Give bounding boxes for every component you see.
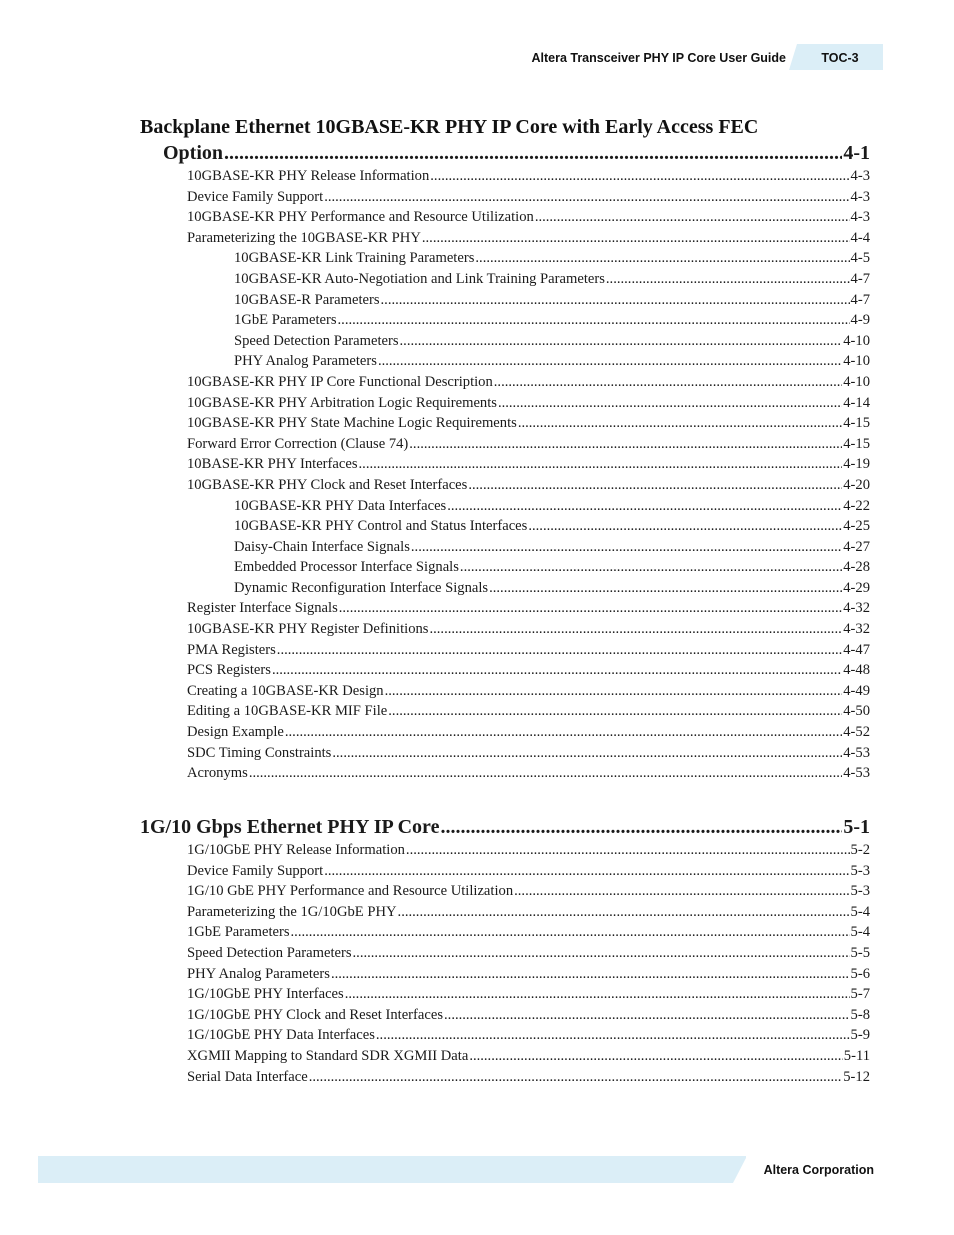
- toc-entry[interactable]: [140, 393, 870, 414]
- toc-entry[interactable]: [140, 413, 870, 434]
- toc-entry[interactable]: [140, 984, 870, 1005]
- toc-entry-label: 10GBASE-KR PHY IP Core Functional Description: [187, 373, 493, 390]
- toc-entry-label: Speed Detection Parameters: [187, 944, 352, 961]
- toc-entry-page-number: 5-3: [850, 883, 870, 900]
- toc-entry-page-number: 4-49: [843, 682, 870, 699]
- toc-entry[interactable]: [140, 598, 870, 619]
- dot-leader: [309, 1067, 843, 1088]
- toc-entry[interactable]: [140, 861, 870, 882]
- toc-entry-label: PHY Analog Parameters: [187, 965, 330, 982]
- dot-leader: [388, 701, 842, 722]
- dot-leader: [324, 187, 849, 208]
- toc-entry[interactable]: [140, 228, 870, 249]
- toc-entry-page-number: 5-3: [850, 862, 870, 879]
- toc-entry-label: 10GBASE-KR PHY Register Definitions: [187, 621, 429, 638]
- toc-entry-label: Serial Data Interface: [187, 1068, 308, 1085]
- toc-entry[interactable]: [140, 943, 870, 964]
- toc-entry[interactable]: [140, 372, 870, 393]
- dot-leader: [272, 660, 842, 681]
- toc-entry-label: 10GBASE-KR PHY Arbitration Logic Requirements: [187, 394, 497, 411]
- toc-entry-page-number: 5-8: [850, 1006, 870, 1023]
- dot-leader: [353, 943, 850, 964]
- chapter-title: 1G/10 Gbps Ethernet PHY IP Core: [140, 816, 440, 838]
- dot-leader: [406, 840, 850, 861]
- toc-entry[interactable]: [140, 269, 870, 290]
- toc-entry-page-number: 4-47: [843, 641, 870, 658]
- dot-leader: [535, 207, 850, 228]
- dot-leader: [224, 140, 842, 166]
- dot-leader: [378, 351, 842, 372]
- toc-entry-page-number: 5-6: [850, 965, 870, 982]
- toc-entry-list: [140, 166, 870, 784]
- toc-entry-page-number: 4-10: [843, 373, 870, 390]
- toc-entry[interactable]: [140, 722, 870, 743]
- chapter-title-line: Backplane Ethernet 10GBASE-KR PHY IP Core with Early Access FEC: [140, 116, 759, 138]
- toc-entry-label: Parameterizing the 10GBASE-KR PHY: [187, 229, 421, 246]
- toc-entry-label: Speed Detection Parameters: [234, 332, 399, 349]
- toc-entry-page-number: 5-11: [843, 1047, 870, 1064]
- toc-entry[interactable]: [140, 454, 870, 475]
- toc-entry-page-number: 4-29: [843, 579, 870, 596]
- toc-entry-label: 10GBASE-KR Auto-Negotiation and Link Training Parameters: [234, 270, 605, 287]
- toc-entry[interactable]: [140, 207, 870, 228]
- toc-entry[interactable]: [140, 619, 870, 640]
- toc-entry-label: Daisy-Chain Interface Signals: [234, 538, 410, 555]
- chapter-page-number: 5-1: [843, 816, 870, 838]
- toc-entry-page-number: 4-10: [843, 353, 870, 370]
- toc-entry-page-number: 4-3: [850, 188, 870, 205]
- toc-entry-page-number: 4-53: [843, 765, 870, 782]
- chapter-title-row[interactable]: [140, 140, 870, 166]
- toc-page-number: TOC-3: [797, 44, 883, 70]
- toc-entry[interactable]: [140, 434, 870, 455]
- toc-entry-page-number: 4-7: [850, 270, 870, 287]
- dot-leader: [528, 516, 842, 537]
- dot-leader: [400, 331, 843, 352]
- toc-entry-label: Creating a 10GBASE-KR Design: [187, 682, 384, 699]
- chapter-title-row[interactable]: [140, 814, 870, 840]
- dot-leader: [411, 537, 842, 558]
- toc-entry[interactable]: [140, 331, 870, 352]
- toc-entry[interactable]: [140, 640, 870, 661]
- toc-entry-label: SDC Timing Constraints: [187, 744, 332, 761]
- toc-entry-page-number: 4-22: [843, 497, 870, 514]
- toc-entry-label: Embedded Processor Interface Signals: [234, 559, 459, 576]
- toc-entry[interactable]: [140, 763, 870, 784]
- toc-entry-page-number: 4-10: [843, 332, 870, 349]
- toc-entry[interactable]: [140, 475, 870, 496]
- document-title: Altera Transceiver PHY IP Core User Guide: [531, 51, 786, 65]
- toc-entry-label: 10GBASE-KR PHY Clock and Reset Interfaces: [187, 476, 468, 493]
- toc-entry-label: Editing a 10GBASE-KR MIF File: [187, 703, 388, 720]
- toc-entry-page-number: 4-9: [850, 312, 870, 329]
- toc-entry[interactable]: [140, 660, 870, 681]
- toc-entry-page-number: 5-2: [850, 842, 870, 858]
- dot-leader: [518, 413, 842, 434]
- toc-entry-label: 10GBASE-KR PHY Release Information: [187, 168, 430, 184]
- toc-entry-page-number: 5-5: [850, 944, 870, 961]
- dot-leader: [338, 310, 850, 331]
- page-header: [0, 44, 954, 72]
- toc-entry[interactable]: [140, 310, 870, 331]
- toc-entry-page-number: 4-15: [843, 415, 870, 432]
- toc-entry-page-number: 4-32: [843, 600, 870, 617]
- toc-entry-label: Forward Error Correction (Clause 74): [187, 435, 409, 452]
- footer-band: [38, 1156, 746, 1183]
- dot-leader: [514, 881, 849, 902]
- toc-entry[interactable]: [140, 902, 870, 923]
- toc-entry-label: PMA Registers: [187, 641, 276, 658]
- toc-entry-label: 10GBASE-KR PHY Performance and Resource Utilization: [187, 209, 534, 226]
- dot-leader: [331, 964, 850, 985]
- toc-entry-page-number: 4-5: [850, 250, 870, 267]
- toc-entry-label: 10GBASE-KR PHY Data Interfaces: [234, 497, 447, 514]
- toc-entry[interactable]: [140, 701, 870, 722]
- toc-entry-page-number: 5-12: [843, 1068, 870, 1085]
- dot-leader: [249, 763, 842, 784]
- toc-entry-label: 10GBASE-KR Link Training Parameters: [234, 250, 475, 267]
- dot-leader: [606, 269, 850, 290]
- chapter-section: [140, 114, 870, 784]
- toc-entry-label: PCS Registers: [187, 662, 271, 679]
- dot-leader: [398, 902, 850, 923]
- chapter-title-end: Option: [163, 142, 224, 164]
- toc-entry[interactable]: [140, 881, 870, 902]
- dot-leader: [345, 984, 850, 1005]
- toc-entry-page-number: 4-7: [850, 291, 870, 308]
- dot-leader: [332, 743, 842, 764]
- toc-entry-label: Device Family Support: [187, 188, 324, 205]
- toc-entry-page-number: 4-53: [843, 744, 870, 761]
- toc-entry[interactable]: [140, 166, 870, 187]
- toc-entry[interactable]: [140, 496, 870, 517]
- toc-entry[interactable]: [140, 1005, 870, 1026]
- dot-leader: [494, 372, 842, 393]
- toc-entry-label: Acronyms: [187, 765, 248, 782]
- chapter-page-number: 4-1: [843, 142, 870, 164]
- toc-entry-label: Dynamic Reconfiguration Interface Signals: [234, 579, 489, 596]
- dot-leader: [409, 434, 842, 455]
- toc-entry-page-number: 4-28: [843, 559, 870, 576]
- toc-entry-page-number: 5-7: [850, 986, 870, 1003]
- toc-entry[interactable]: [140, 1025, 870, 1046]
- toc-entry-label: 1G/10 GbE PHY Performance and Resource Utilization: [187, 883, 514, 900]
- dot-leader: [475, 248, 849, 269]
- dot-leader: [430, 166, 849, 187]
- footer-company: Altera Corporation: [763, 1163, 874, 1177]
- toc-entry-page-number: 4-27: [843, 538, 870, 555]
- chapter-title[interactable]: [140, 114, 870, 140]
- toc-entry-page-number: 5-4: [850, 903, 870, 920]
- toc-entry[interactable]: [140, 187, 870, 208]
- toc-entry-label: Device Family Support: [187, 862, 324, 879]
- dot-leader: [447, 496, 842, 517]
- dot-leader: [460, 557, 842, 578]
- chapter-section: [140, 814, 870, 1087]
- toc-entry-label: Design Example: [187, 724, 284, 741]
- toc-entry-list: [140, 840, 870, 1087]
- toc-entry-label: XGMII Mapping to Standard SDR XGMII Data: [187, 1047, 469, 1064]
- toc-entry[interactable]: [140, 964, 870, 985]
- dot-leader: [422, 228, 850, 249]
- dot-leader: [291, 922, 850, 943]
- toc-entry-page-number: 4-48: [843, 662, 870, 679]
- dot-leader: [429, 619, 842, 640]
- toc-entry-label: 10BASE-KR PHY Interfaces: [187, 456, 358, 473]
- toc-entry[interactable]: [140, 557, 870, 578]
- toc-entry-page-number: 4-14: [843, 394, 870, 411]
- toc-entry-label: 1G/10GbE PHY Data Interfaces: [187, 1027, 375, 1044]
- dot-leader: [285, 722, 842, 743]
- toc-entry-page-number: 5-9: [850, 1027, 870, 1044]
- toc-entry-page-number: 4-50: [843, 703, 870, 720]
- toc-entry[interactable]: [140, 290, 870, 311]
- toc-entry-label: 10GBASE-KR PHY State Machine Logic Requirements: [187, 415, 517, 432]
- dot-leader: [324, 861, 849, 882]
- toc-entry-page-number: 4-25: [843, 518, 870, 535]
- toc-entry[interactable]: [140, 743, 870, 764]
- toc-entry[interactable]: [140, 1067, 870, 1088]
- toc-entry-page-number: 4-3: [850, 168, 870, 184]
- toc-entry[interactable]: [140, 516, 870, 537]
- dot-leader: [277, 640, 842, 661]
- toc-entry[interactable]: [140, 578, 870, 599]
- toc-entry-page-number: 4-4: [850, 229, 870, 246]
- toc-entry[interactable]: [140, 1046, 870, 1067]
- dot-leader: [359, 454, 843, 475]
- dot-leader: [440, 814, 842, 840]
- toc-entry-label: 10GBASE-KR PHY Control and Status Interfaces: [234, 518, 528, 535]
- dot-leader: [385, 681, 843, 702]
- toc-entry-page-number: 4-20: [843, 476, 870, 493]
- toc-entry-page-number: 4-3: [850, 209, 870, 226]
- toc-entry-label: 1GbE Parameters: [234, 312, 337, 329]
- toc-entry-label: 1GbE Parameters: [187, 924, 290, 941]
- toc-entry[interactable]: [140, 840, 870, 861]
- toc-entry-page-number: 5-4: [850, 924, 870, 941]
- dot-leader: [376, 1025, 850, 1046]
- toc-entry-label: Parameterizing the 1G/10GbE PHY: [187, 903, 397, 920]
- toc-entry-page-number: 4-32: [843, 621, 870, 638]
- toc-entry[interactable]: [140, 537, 870, 558]
- toc-entry-label: 1G/10GbE PHY Clock and Reset Interfaces: [187, 1006, 444, 1023]
- dot-leader: [444, 1005, 850, 1026]
- toc-entry[interactable]: [140, 922, 870, 943]
- toc-entry[interactable]: [140, 681, 870, 702]
- toc-entry-label: 1G/10GbE PHY Interfaces: [187, 986, 344, 1003]
- toc-entry-page-number: 4-52: [843, 724, 870, 741]
- toc-entry-label: 1G/10GbE PHY Release Information: [187, 842, 405, 858]
- toc-entry[interactable]: [140, 351, 870, 372]
- dot-leader: [468, 475, 842, 496]
- dot-leader: [469, 1046, 842, 1067]
- dot-leader: [498, 393, 842, 414]
- toc-entry-label: 10GBASE-R Parameters: [234, 291, 380, 308]
- toc-entry-label: PHY Analog Parameters: [234, 353, 377, 370]
- dot-leader: [381, 290, 850, 311]
- dot-leader: [489, 578, 842, 599]
- toc-entry[interactable]: [140, 248, 870, 269]
- toc-entry-page-number: 4-19: [843, 456, 870, 473]
- toc-entry-page-number: 4-15: [843, 435, 870, 452]
- toc-entry-label: Register Interface Signals: [187, 600, 338, 617]
- dot-leader: [339, 598, 842, 619]
